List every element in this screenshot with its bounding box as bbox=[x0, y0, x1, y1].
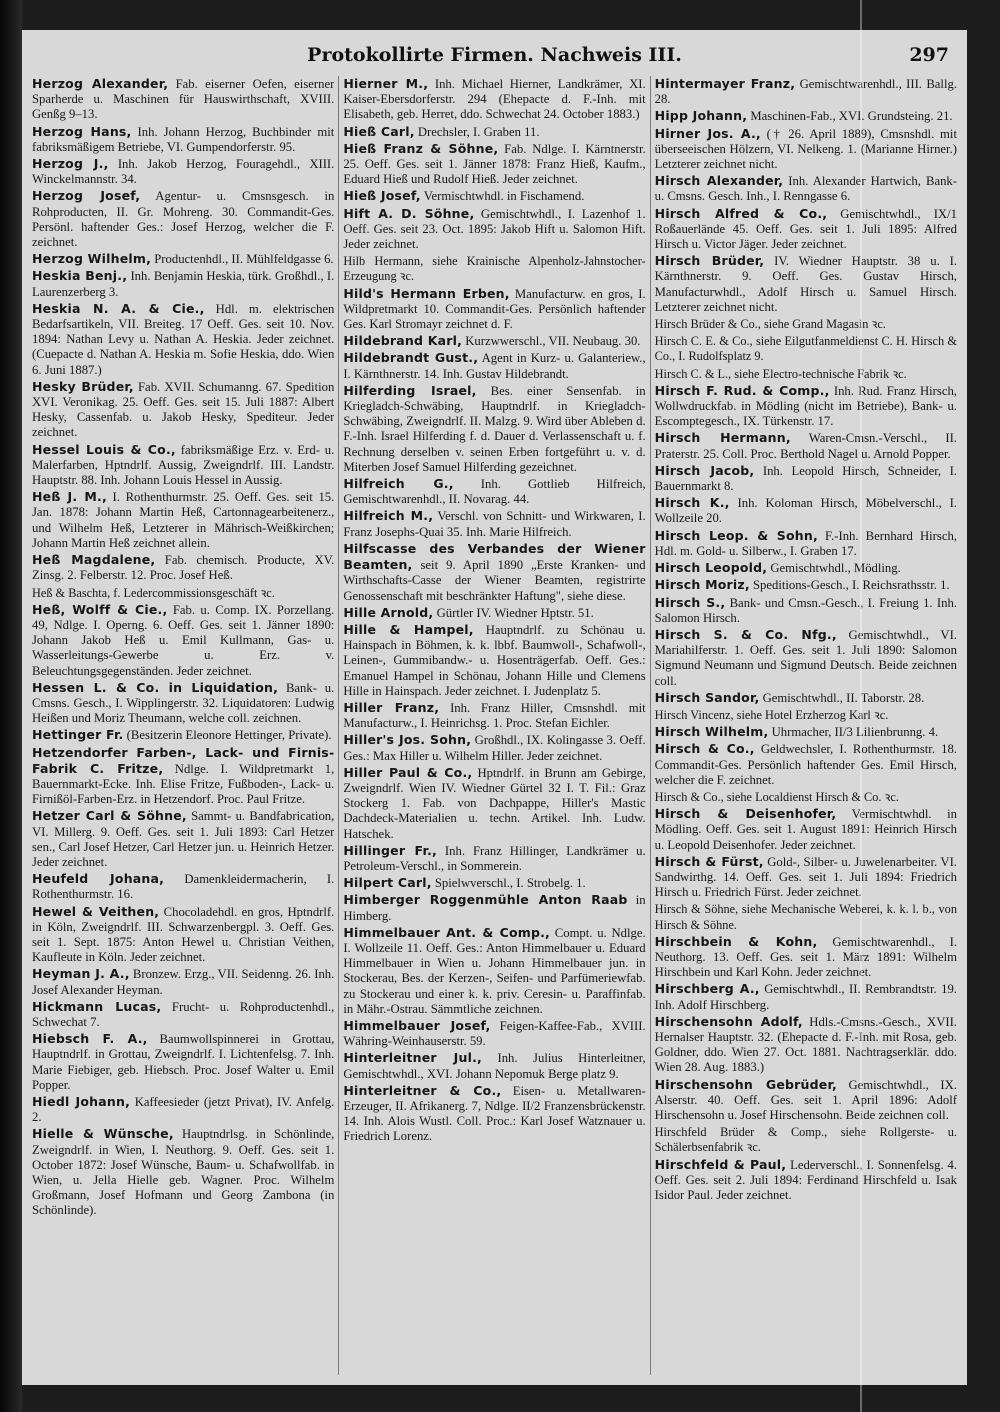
directory-entry bbox=[32, 904, 334, 966]
firm-name: Hettinger Fr. bbox=[32, 727, 124, 743]
firm-details: Gürtler IV. Wiedner Hptstr. 51. bbox=[433, 605, 594, 620]
directory-entry bbox=[655, 1157, 957, 1204]
directory-entry bbox=[343, 253, 645, 284]
firm-details: Inh. Jakob Herzog, Fouragehdl., XIII. Winckelmannstr. 34. bbox=[32, 157, 335, 187]
firm-details: Verschl. von Schnitt- und Wirkwaren, I. Franz Josephs-Quai 35. Inh. Marie Hilfreich. bbox=[343, 509, 646, 539]
firm-name: Hirsch Alexander, bbox=[654, 173, 784, 189]
firm-details: Gemischtwhdl., IX. Alserstr. 40. Oeff. Ges. seit 1. April 1896: Adolf Hirschensohn u. Josef Hirschensohn. Beide zeichnen coll. bbox=[654, 1077, 957, 1122]
firm-name: Hickmann Lucas, bbox=[32, 998, 162, 1014]
directory-entry bbox=[655, 901, 957, 932]
firm-details: Ndlge. I. Wildpretmarkt 1, Bauernmarkt-Ecke. Inh. Elise Fritze, Fußboden-, Lack- u. Firnißöl-Farben-Erz. in Hetzendorf. Proc. Paul Fritze. bbox=[32, 761, 335, 807]
directory-entry bbox=[655, 707, 957, 723]
directory-entry bbox=[343, 124, 645, 140]
directory-entry bbox=[655, 806, 957, 853]
firm-name: Hessen L. & Co. in Liquidation, bbox=[32, 679, 279, 695]
firm-details: Gemischtwarenhdl., III. Ballg. 28. bbox=[654, 77, 957, 107]
firm-name: Hirsch Moriz, bbox=[654, 577, 750, 593]
directory-entry bbox=[655, 463, 957, 494]
column-1 bbox=[32, 76, 334, 1375]
firm-details: Gemischtwarenhdl., I. Neuthorg. 13. Oeff. Ges. seit 1. März 1891: Wilhelm Hirschbein und Karl Kohn. Jeder zeichnet. bbox=[654, 934, 957, 980]
firm-details: Inh. Leopold Hirsch, Schneider, I. Bauernmarkt 8. bbox=[654, 463, 957, 494]
firm-name: Hille & Hampel, bbox=[343, 621, 474, 637]
directory-entry bbox=[343, 605, 645, 621]
firm-details: Gemischtwhdl., Mödling. bbox=[767, 561, 901, 576]
firm-details: Chocoladehdl. en gros, Hptndrlf. in Köln, Zweigndrlf. III. Schwarzenbergpl. 3. Oeff. Ges. seit 1. Sept. 1875: Anton Hewel u. Christian Veithen, Kaufleute in Köln. Jeder zeichnet. bbox=[32, 904, 335, 965]
firm-name: Hirsch S. & Co. Nfg., bbox=[654, 626, 837, 642]
firm-name: Hetzendorfer Farben-, Lack- und Firnis-Fabrik C. Fritze, bbox=[32, 744, 335, 776]
firm-name: Hild's Hermann Erben, bbox=[343, 285, 510, 301]
firm-details: Großhdl., IX. Kolingasse 3. Oeff. Ges.: Max Hiller u. Wilhelm Hiller. Jeder zeichnet. bbox=[343, 733, 646, 763]
firm-name: Hinterleitner Jul., bbox=[343, 1050, 482, 1066]
firm-name: Himberger Roggenmühle Anton Raab bbox=[343, 892, 628, 908]
firm-name: Hieß Franz & Söhne, bbox=[343, 140, 499, 156]
firm-name: Hillinger Fr., bbox=[343, 842, 437, 858]
firm-name: Hewel & Veithen, bbox=[32, 903, 160, 919]
firm-details: I. Rothenthurmstr. 25. Oeff. Ges. seit 15. Jan. 1878: Johann Martin Heß, Cartonnagearbeitenerz., und Wilhelm Heß, Letzterer in Mährisch-Weißkirchen; Johann Martin Heß zeichnet allein. bbox=[32, 490, 335, 550]
directory-entry bbox=[343, 333, 645, 349]
directory-entry bbox=[343, 383, 645, 475]
directory-entry bbox=[32, 966, 334, 997]
firm-details: Hilb Hermann, siehe Krainische Alpenholz-Jahnstocher-Erzeugung ꝛc. bbox=[343, 254, 646, 284]
directory-entry bbox=[32, 1031, 334, 1093]
firm-name: Hieß Carl, bbox=[343, 123, 415, 139]
firm-name: Heyman J. A., bbox=[32, 966, 130, 982]
firm-name: Heß Magdalene, bbox=[32, 552, 156, 568]
firm-name: Hielle & Wünsche, bbox=[32, 1126, 174, 1142]
firm-details: Kurzwwerschl., VII. Neubaug. 30. bbox=[462, 334, 641, 349]
firm-name: Hinterleitner & Co., bbox=[343, 1082, 502, 1098]
directory-entry bbox=[655, 366, 957, 382]
firm-details: Gold-, Silber- u. Juwelenarbeiter. VI. Sandwirthg. 14. Oeff. Ges. seit 1. Juli 1894: Friedrich Hirsch u. Friedrich Fürst. Jeder zeichnet. bbox=[654, 854, 957, 900]
firm-name: Hirschensohn Adolf, bbox=[654, 1013, 803, 1029]
firm-name: Hirsch Hermann, bbox=[654, 430, 791, 446]
directory-entry bbox=[32, 301, 334, 378]
firm-name: Herzog J., bbox=[32, 156, 109, 172]
directory-entry bbox=[32, 379, 334, 441]
firm-name: Hessel Louis & Co., bbox=[32, 441, 176, 457]
firm-details: Agent in Kurz- u. Galanteriew., I. Kärnthnerstr. 14. Inh. Gustav Hildebrandt. bbox=[343, 351, 646, 381]
directory-entry bbox=[655, 1124, 957, 1155]
directory-entry bbox=[32, 1126, 334, 1218]
directory-entry bbox=[32, 602, 334, 679]
firm-name: Herzog Alexander, bbox=[32, 76, 169, 91]
firm-name: Hirsch & Co., bbox=[654, 741, 755, 757]
firm-name: Hilfscasse des Verbandes der Wiener Beamten, bbox=[343, 540, 646, 573]
directory-entry bbox=[32, 680, 334, 727]
directory-entry bbox=[32, 871, 334, 902]
directory-entry bbox=[32, 808, 334, 870]
directory-entry bbox=[32, 268, 334, 299]
firm-name: Hiebsch F. A., bbox=[32, 1031, 148, 1047]
directory-entry bbox=[343, 476, 645, 507]
firm-name: Hirschensohn Gebrüder, bbox=[654, 1076, 837, 1092]
firm-details: Hirschfeld Brüder & Comp., siehe Rollgerste- u. Schälerbsenfabrik ꝛc. bbox=[654, 1125, 957, 1155]
firm-details: Hirsch C. & L., siehe Electro-technische Fabrik ꝛc. bbox=[654, 366, 907, 381]
firm-details: Inh. Franz Hillinger, Landkrämer u. Petroleum-Verschl., in Sommerein. bbox=[343, 843, 646, 873]
directory-entry bbox=[655, 126, 957, 173]
firm-details: Bank- u. Cmsns. Gesch., I. Wipplingerstr. 32. Liquidatoren: Ludwig Heißen und Moriz Theumann, welche coll. zeichnen. bbox=[32, 680, 335, 726]
firm-name: Hilfreich G., bbox=[343, 476, 454, 492]
firm-name: Hieß Josef, bbox=[343, 188, 421, 204]
firm-name: Hiedl Johann, bbox=[32, 1094, 131, 1109]
firm-details: in Himberg. bbox=[343, 893, 646, 923]
firm-details: Gemischtwhdl., II. Taborstr. 28. bbox=[759, 690, 925, 705]
firm-name: Hille Arnold, bbox=[343, 604, 434, 620]
firm-details: Bronzew. Erzg., VII. Seidenng. 26. Inh. Josef Alexander Heyman. bbox=[32, 967, 335, 997]
directory-entry bbox=[343, 1050, 645, 1081]
firm-details: († 26. April 1889), Cmsnshdl. mit überseeischen Hölzern, VI. Nelkeng. 1. (Marianne Hirner.) Letzterer zeichnet nicht. bbox=[654, 126, 957, 172]
directory-entry bbox=[343, 286, 645, 333]
directory-entry bbox=[343, 925, 645, 1017]
directory-entry bbox=[32, 585, 334, 601]
directory-entry bbox=[32, 188, 334, 250]
directory-entry bbox=[655, 789, 957, 805]
firm-name: Hirner Jos. A., bbox=[654, 125, 761, 141]
firm-details: Waren-Cmsn.-Verschl., II. Praterstr. 25. Coll. Proc. Berthold Nagel u. Arnold Popper. bbox=[654, 431, 957, 461]
firm-details: Inh. Benjamin Heskia, türk. Großhdl., I. Laurenzerberg 3. bbox=[32, 269, 335, 299]
directory-entry bbox=[32, 156, 334, 187]
firm-name: Heskia Benj., bbox=[32, 268, 128, 284]
firm-details: Hptndrlf. in Brunn am Gebirge, Zweigndrlf. Wien IV. Wiedner Gürtel 32 I. T. Fil.: Graz Stockerg 1. Fab. von Dachpappe, Hiller's Mastic Dachdeck-Materialien u. techn. Artikel. Inh. Ludw. Hatschek. bbox=[343, 765, 646, 841]
firm-name: Hirschbein & Kohn, bbox=[654, 933, 818, 949]
firm-name: Hesky Brüder, bbox=[32, 378, 134, 394]
firm-details: Gemischtwhdl., II. Rembrandtstr. 19. Inh. Adolf Hirschberg. bbox=[654, 982, 957, 1012]
directory-entry bbox=[343, 700, 645, 731]
firm-details: Inh. Koloman Hirsch, Möbelverschl., I. Wollzeile 20. bbox=[654, 496, 957, 526]
directory-entry bbox=[343, 206, 645, 253]
firm-details: Hirsch C. E. & Co., siehe Eilgutfanmeldienst C. H. Hirsch & Co., I. Rudolfsplatz 9. bbox=[654, 334, 957, 364]
firm-details: Uhrmacher, II/3 Lilienbrunng. 4. bbox=[768, 725, 939, 740]
firm-details: Inh. Julius Hinterleitner, Gemischtwhdl., XVI. Johann Nepomuk Berge platz 9. bbox=[343, 1051, 646, 1081]
firm-name: Hildebrand Karl, bbox=[343, 333, 463, 349]
firm-details: Hauptndrlf. zu Schönau u. Hainspach in Böhmen, k. k. lbbf. Baumwoll-, Schafwoll-, Leinen-, Gummibandw.- u. Hosenträgerfab. Oeff. Ges.: Emanuel Hampel in Schönau, Johann Hille und Clemens Hille in Hainspach. Jeder zeichnet. I. Judenplatz 5. bbox=[343, 622, 646, 698]
firm-details: Frucht- u. Rohproductenhdl., Schwechat 7. bbox=[32, 999, 335, 1029]
firm-details: Spielwverschl., I. Strobelg. 1. bbox=[431, 876, 586, 891]
directory-entry bbox=[343, 541, 645, 604]
directory-entry bbox=[32, 727, 334, 743]
column-3 bbox=[650, 76, 957, 1375]
firm-details: Hirsch & Co., siehe Localdienst Hirsch & Co. ꝛc. bbox=[654, 789, 899, 804]
firm-details: Baumwollspinnerei in Grottau, Hauptndrlf. in Grottau, Zweigndrlf. I. Lichtenfelsg. 7. Inh. Marie Fiebiger, geb. Hiebsch. Proc. Josef Walter u. Emil Popper. bbox=[32, 1032, 335, 1092]
firm-details: Vermischtwhdl. in Fischamend. bbox=[420, 189, 585, 204]
firm-details: F.-Inh. Bernhard Hirsch, Hdl. m. Gold- u. Silberw., I. Graben 17. bbox=[654, 528, 957, 558]
directory-entry bbox=[32, 442, 334, 489]
firm-name: Himmelbauer Josef, bbox=[343, 1017, 491, 1033]
directory-entry bbox=[343, 1018, 645, 1049]
column-2 bbox=[338, 76, 645, 1375]
directory-entry bbox=[655, 724, 957, 740]
directory-entry bbox=[655, 495, 957, 526]
directory-entry bbox=[655, 333, 957, 364]
firm-details: Hirsch & Söhne, siehe Mechanische Weberei, k. k. l. b., von Hirsch & Söhne. bbox=[654, 902, 957, 932]
firm-name: Himmelbauer Ant. & Comp., bbox=[343, 924, 551, 940]
directory-entry bbox=[655, 690, 957, 706]
directory-entry bbox=[655, 934, 957, 981]
firm-details: seit 9. April 1890 „Erste Kranken- und Wirthschafts-Casse der Wiener Beamten, registrirte Genossenschaft mit beschränkter Haftung", siehe diese. bbox=[343, 558, 646, 603]
firm-details: Fab. XVII. Schumanng. 67. Spedition XVI. Veronikag. 25. Oeff. Ges. seit 15. Juli 1887: Albert Hesky, Cassenfab. u. Jakob Hesky, Spediteur. Jeder zeichnet. bbox=[32, 379, 335, 440]
firm-details: fabriksmäßige Erz. v. Erd- u. Malerfarben, Hptndrlf. Aussig, Zweigndrlf. III. Landstr. Hauptstr. 88. Inh. Johann Louis Hessel in Aussig. bbox=[32, 442, 335, 488]
firm-details: Inh. Alexander Hartwich, Bank- u. Cmsns. Gesch. Inh., I. Renngasse 6. bbox=[654, 174, 957, 204]
directory-entry bbox=[343, 1083, 645, 1145]
firm-name: Hirsch Sandor, bbox=[654, 689, 760, 705]
firm-details: (Besitzerin Eleonore Hettinger, Private). bbox=[123, 728, 332, 743]
firm-details: Lederverschl., I. Sonnenfelsg. 4. Oeff. Ges. seit 2. Juli 1894: Ferdinand Hirschfeld u. Isak Isidor Paul. Jeder zeichnet. bbox=[654, 1157, 957, 1203]
directory-entry bbox=[655, 383, 957, 430]
firm-details: Agentur- u. Cmsnsgesch. in Rohproducten, II. Gr. Mohreng. 30. Commandit-Ges. Persönl. haftender Ges.: Josef Herzog, welcher die F. zeichnet. bbox=[32, 189, 335, 250]
directory-entry bbox=[655, 741, 957, 788]
directory-entry bbox=[343, 508, 645, 539]
directory-page bbox=[22, 30, 967, 1385]
directory-entry bbox=[655, 1077, 957, 1124]
firm-name: Hirsch F. Rud. & Comp., bbox=[654, 382, 830, 398]
firm-name: Hirschberg A., bbox=[654, 981, 760, 997]
firm-details: Gemischtwhdl., IX/1 Roßauerlände 45. Oeff. Ges. seit 1. Juli 1895: Alfred Hirsch u. Victor Jäger. Jeder zeichnet. bbox=[654, 206, 957, 252]
running-title: Protokollirte Firmen. Nachweis III. bbox=[307, 44, 682, 66]
firm-name: Heß J. M., bbox=[32, 489, 107, 505]
directory-entry bbox=[32, 489, 334, 551]
directory-entry bbox=[655, 595, 957, 626]
directory-entry bbox=[655, 577, 957, 593]
firm-name: Hirsch & Deisenhofer, bbox=[654, 806, 837, 822]
directory-entry bbox=[655, 627, 957, 689]
firm-details: Fab. chemisch. Producte, XV. Zinsg. 2. Felberstr. 12. Proc. Josef Heß. bbox=[32, 553, 335, 583]
directory-entry bbox=[343, 76, 645, 123]
firm-details: Inh. Gottlieb Hilfreich, Gemischtwarenhdl., II. Novarag. 44. bbox=[343, 477, 646, 507]
firm-name: Hift A. D. Söhne, bbox=[343, 205, 475, 221]
firm-name: Hirsch Leopold, bbox=[654, 560, 768, 576]
firm-name: Hierner M., bbox=[343, 76, 429, 91]
firm-details: Kaffeesieder (jetzt Privat), IV. Anfelg. 2. bbox=[32, 1095, 335, 1125]
firm-details: Eisen- u. Metallwaren-Erzeuger, II. Afrikanerg. 7, Ndlge. II/2 Franzensbrückenstr. 14. Inh. Alois Wustl. Coll. Proc.: Karl Josef Watznauer u. Friedrich Lorenz. bbox=[343, 1083, 646, 1144]
page-number: 297 bbox=[909, 44, 949, 66]
firm-name: Herzog Hans, bbox=[32, 123, 132, 139]
directory-entry bbox=[32, 745, 334, 808]
firm-details: Fab. u. Comp. IX. Porzellang. 49, Ndlge. I. Operng. 6. Oeff. Ges. seit 1. Jänner 1890: Johann Jakob Heß u. Emil Kullmann, Gas- u. Wasserleitungs-Gewerbe u. Erz. v. Beleuchtungsgegenständen. Jeder zeichnet. bbox=[32, 602, 335, 678]
firm-details: Productenhdl., II. Mühlfeldgasse 6. bbox=[151, 252, 334, 267]
firm-details: Vermischtwhdl. in Mödling. Oeff. Ges. seit 1. August 1891: Heinrich Hirsch u. Leopold Deisenhofer. Jeder zeichnet. bbox=[654, 807, 957, 852]
firm-name: Hirschfeld & Paul, bbox=[654, 1156, 787, 1172]
firm-details: Bes. einer Sensenfab. in Kriegladch-Schwäbing, Hauptndrlf. in Kriegladch-Schwäbing, Zweigndrlf. II. Malzg. 9. Wird über Ableben d. F.-Inh. Israel Hilferding f. d. Dauer d. Verlassenschaft u. f. Rechnung derselben v. seinen Erben fortgeführt u. v. d. Miterben Josef Samuel Hilferding gezeichnet. bbox=[343, 383, 646, 474]
directory-entry bbox=[343, 843, 645, 874]
firm-name: Hirsch Alfred & Co., bbox=[654, 205, 828, 221]
directory-entry bbox=[32, 1094, 334, 1125]
directory-entry bbox=[343, 350, 645, 381]
directory-entry bbox=[655, 76, 957, 107]
page-header bbox=[22, 44, 967, 74]
firm-name: Hiller Franz, bbox=[343, 699, 440, 715]
firm-details: Feigen-Kaffee-Fab., XVIII. Währing-Weinhauserstr. 59. bbox=[343, 1018, 646, 1049]
firm-details: Compt. u. Ndlge. I. Wollzeile 11. Oeff. Ges.: Anton Himmelbauer u. Eduard Himmelbauer in Wien u. Johann Himmelbauer jun. in Stockerau, Bes. der Kerzen-, Seifen- und Parfümeriewfab. zu Stockerau und einer k. k. priv. Ceresin- u. Paraffinfab. in Mähr.-Ostrau. Sämmtliche zeichnen. bbox=[343, 925, 646, 1016]
firm-details: Damenkleidermacherin, I. Rothenthurmstr. 16. bbox=[32, 872, 335, 902]
directory-entry bbox=[655, 1014, 957, 1076]
firm-name: Hilferding Israel, bbox=[343, 382, 477, 398]
firm-details: Hirsch Brüder & Co., siehe Grand Magasin ꝛc. bbox=[654, 317, 886, 332]
firm-name: Heskia N. A. & Cie., bbox=[32, 300, 205, 316]
firm-name: Hilpert Carl, bbox=[343, 875, 432, 891]
firm-name: Hipp Johann, bbox=[654, 108, 748, 124]
firm-name: Hirsch & Fürst, bbox=[654, 853, 764, 869]
firm-name: Herzog Josef, bbox=[32, 188, 141, 204]
scan-scratch-line bbox=[860, 0, 862, 1412]
firm-details: Speditions-Gesch., I. Reichsrathsstr. 1. bbox=[749, 578, 950, 593]
firm-details: Hdls.-Cmsns.-Gesch., XVII. Hernalser Hauptstr. 32. (Ehepacte d. F.-Inh. mit Rosa, geb. Goldner, ddo. Wien 27. Oct. 1881. Nachtragserklär. ddo. Wien 28. Aug. 1883.) bbox=[654, 1014, 957, 1075]
entry-columns bbox=[32, 76, 957, 1375]
firm-details: Maschinen-Fab., XVI. Grundsteing. 21. bbox=[747, 109, 953, 124]
firm-details: Fab. Ndlge. I. Kärntnerstr. 25. Oeff. Ges. seit 1. Jänner 1878: Franz Hieß, Kaufm., Eduard Hieß und Rudolf Hieß. Jeder zeichnet. bbox=[343, 141, 646, 187]
firm-details: Geldwechsler, I. Rothenthurmstr. 18. Commandit-Ges. Persönlich haftender Ges. Emil Hirsch, welcher die F. zeichnet. bbox=[654, 742, 957, 787]
directory-entry bbox=[32, 251, 334, 267]
firm-name: Hirsch Jacob, bbox=[654, 462, 755, 478]
directory-entry bbox=[343, 141, 645, 188]
directory-entry bbox=[655, 108, 957, 124]
directory-entry bbox=[343, 875, 645, 891]
directory-entry bbox=[32, 76, 334, 123]
firm-details: Inh. Rud. Franz Hirsch, Wollwdruckfab. in Mödling (nicht im Betriebe), Bank- u. Escomptegesch., IX. Türkenstr. 17. bbox=[654, 383, 957, 429]
directory-entry bbox=[343, 765, 645, 842]
directory-entry bbox=[32, 124, 334, 155]
firm-name: Heß, Wolff & Cie., bbox=[32, 601, 168, 617]
firm-name: Hirsch Leop. & Sohn, bbox=[654, 527, 818, 543]
firm-name: Hilfreich M., bbox=[343, 508, 434, 524]
firm-name: Hiller's Jos. Sohn, bbox=[343, 732, 472, 748]
directory-entry bbox=[655, 206, 957, 253]
firm-details: Hauptndrlsg. in Schönlinde, Zweigndrlf. in Wien, I. Neuthorg. 9. Oeff. Ges. seit 1. October 1872: Josef Wünsche, Baum- u. Schafwollfab. in Wien, u. Jella Hielle geb. Wagner. Proc. Wilhelm Großmann, Josef Hofmann und Georg Zambona (in Schönlinde). bbox=[32, 1127, 335, 1218]
firm-name: Hirsch Wilhelm, bbox=[654, 724, 769, 740]
firm-name: Hintermayer Franz, bbox=[654, 76, 796, 91]
firm-name: Hirsch S., bbox=[654, 594, 726, 610]
directory-entry bbox=[343, 188, 645, 204]
directory-entry bbox=[343, 622, 645, 699]
firm-name: Hildebrandt Gust., bbox=[343, 350, 479, 366]
directory-entry bbox=[343, 892, 645, 923]
firm-details: Inh. Franz Hiller, Cmsnshdl. mit Manufacturw., I. Heinrichsg. 1. Proc. Stefan Eichler. bbox=[343, 700, 646, 731]
firm-details: Drechsler, I. Graben 11. bbox=[414, 124, 540, 139]
firm-details: Gemischtwhdl., VI. Mariahilferstr. 1. Oeff. Ges. seit 1. Juli 1890: Salomon Sigmund Neumann und Sigmund Deutsch. Beide zeichnen coll. bbox=[654, 627, 957, 688]
firm-details: Hdl. m. elektrischen Bedarfsartikeln, VII. Breiteg. 17 Oeff. Ges. seit 10. Nov. 1894: Nathan Levy u. Nathan A. Heskia. Jeder zeichnet. (Cuepacte d. Nathan A. Heskia m. Sofie Heskia, ddo. Wien 6. Juni 1887.) bbox=[32, 301, 335, 377]
firm-details: Fab. eiserner Oefen, eiserner Sparherde u. Maschinen für Hauswirthschaft, XVIII. Genßg 9–13. bbox=[32, 77, 335, 122]
firm-name: Hirsch Brüder, bbox=[654, 253, 765, 269]
firm-details: Heß & Baschta, f. Ledercommissionsgeschäft ꝛc. bbox=[32, 585, 275, 600]
firm-details: Inh. Michael Hierner, Landkrämer, XI. Kaiser-Ebersdorferstr. 294 (Ehepacte d. F.-Inh. mit Elisabeth, geb. Herret, ddo. Schwechat 24. October 1883.) bbox=[343, 77, 646, 122]
firm-details: Manufacturw. en gros, I. Wildpretmarkt 10. Commandit-Ges. Persönlich haftender Ges. Karl Stromayr zeichnet d. F. bbox=[343, 286, 646, 332]
directory-entry bbox=[655, 173, 957, 204]
directory-entry bbox=[32, 999, 334, 1030]
directory-entry bbox=[655, 430, 957, 461]
directory-entry bbox=[343, 732, 645, 763]
firm-details: Hirsch Vincenz, siehe Hotel Erzherzog Karl ꝛc. bbox=[654, 707, 889, 722]
directory-entry bbox=[655, 528, 957, 559]
firm-details: Sammt- u. Bandfabrication, VI. Millerg. 9. Oeff. Ges. seit 1. Juli 1893: Carl Hetzer sen., Carl Josef Hetzer, Carl Hetzer jun. u. Heinrich Hetzer. Jeder zeichnet. bbox=[32, 809, 335, 869]
firm-name: Heufeld Johana, bbox=[32, 871, 165, 887]
directory-entry bbox=[655, 981, 957, 1012]
scan-dark-edge bbox=[0, 0, 22, 1412]
directory-entry bbox=[32, 552, 334, 583]
firm-details: IV. Wiedner Hauptstr. 38 u. I. Kärnthnerstr. 9. Oeff. Ges. Gustav Hirsch, Manufacturwhdl., Adolf Hirsch u. Samuel Hirsch. Letzterer zeichnet nicht. bbox=[654, 254, 957, 314]
firm-name: Hiller Paul & Co., bbox=[343, 764, 473, 780]
firm-details: Bank- und Cmsn.-Gesch., I. Freiung 1. Inh. Salomon Hirsch. bbox=[654, 595, 957, 625]
directory-entry bbox=[655, 316, 957, 332]
firm-name: Herzog Wilhelm, bbox=[32, 251, 152, 267]
directory-entry bbox=[655, 854, 957, 901]
directory-entry bbox=[655, 253, 957, 315]
directory-entry bbox=[655, 560, 957, 576]
firm-details: Gemischtwhdl., I. Lazenhof 1. Oeff. Ges. seit 23. Oct. 1895: Jakob Hift u. Salomon Hift. Jeder zeichnet. bbox=[343, 206, 646, 252]
firm-details: Inh. Johann Herzog, Buchbinder mit fabriksmäßigem Betriebe, VI. Gumpendorferstr. 95. bbox=[32, 124, 335, 154]
firm-name: Hetzer Carl & Söhne, bbox=[32, 808, 187, 824]
firm-name: Hirsch K., bbox=[654, 495, 730, 511]
